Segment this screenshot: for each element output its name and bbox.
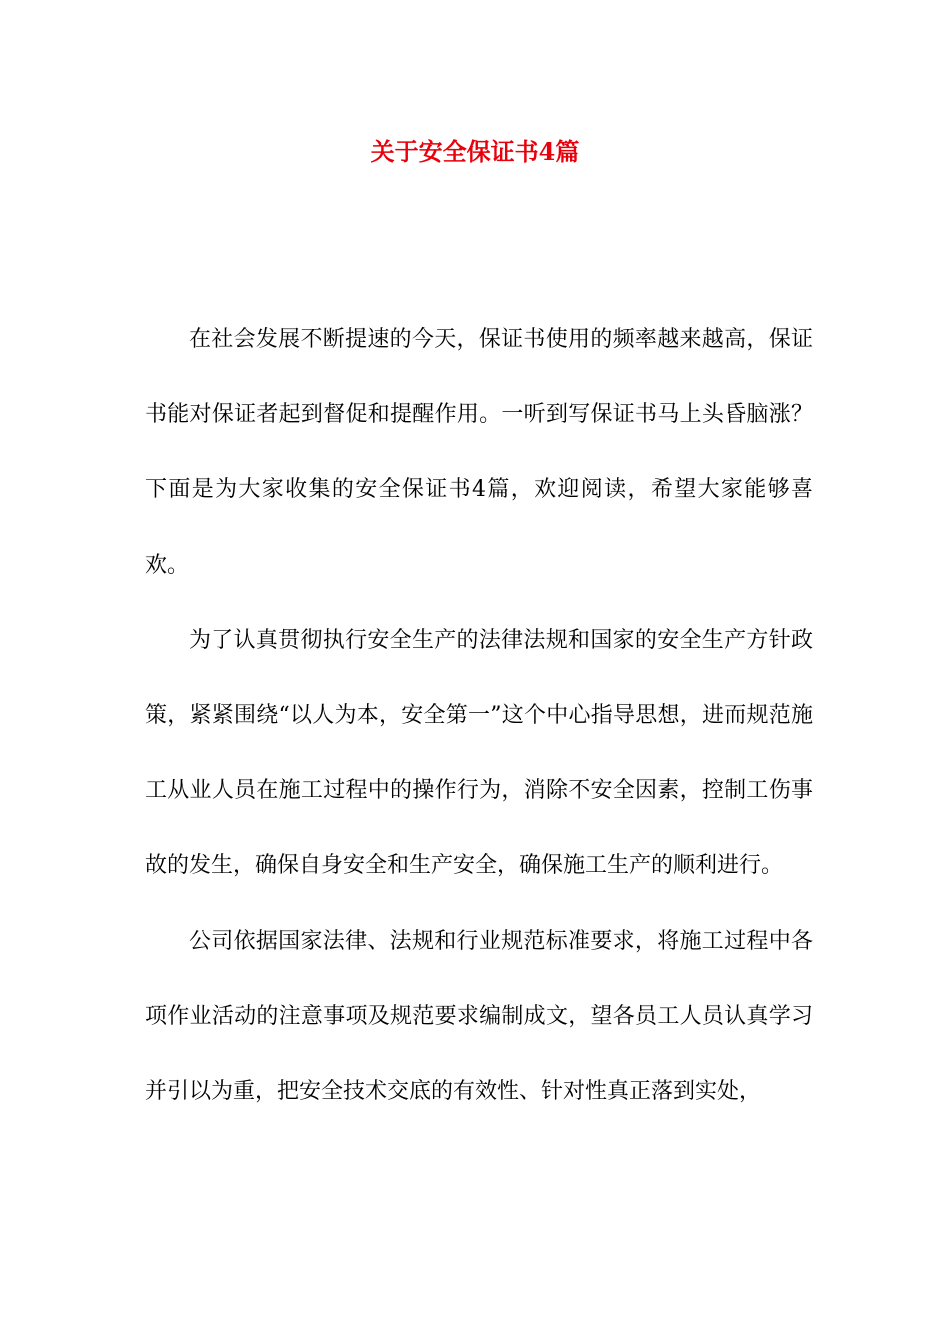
document-body xyxy=(145,302,813,1129)
paragraph-company: 公司依据国家法律、法规和行业规范标准要求，将施工过程中各项作业活动的注意事项及规范要求编制成文，望各员工人员认真学习并引以为重，把安全技术交底的有效性、针对性真正落到实处， xyxy=(145,928,813,1105)
paragraph-purpose: 为了认真贯彻执行安全生产的法律法规和国家的安全生产方针政策，紧紧围绕“以人为本，安全第一”这个中心指导思想，进而规范施工从业人员在施工过程中的操作行为，消除不安全因素，控制工伤事故的发生，确保自身安全和生产安全，确保施工生产的顺利进行。 xyxy=(145,627,813,879)
paragraph-intro: 在社会发展不断提速的今天，保证书使用的频率越来越高，保证书能对保证者起到督促和提醒作用。一听到写保证书马上头昏脑涨？下面是为大家收集的安全保证书4篇，欢迎阅读，希望大家能够喜欢。 xyxy=(145,327,813,578)
document-title: 关于安全保证书4篇 xyxy=(370,137,580,166)
